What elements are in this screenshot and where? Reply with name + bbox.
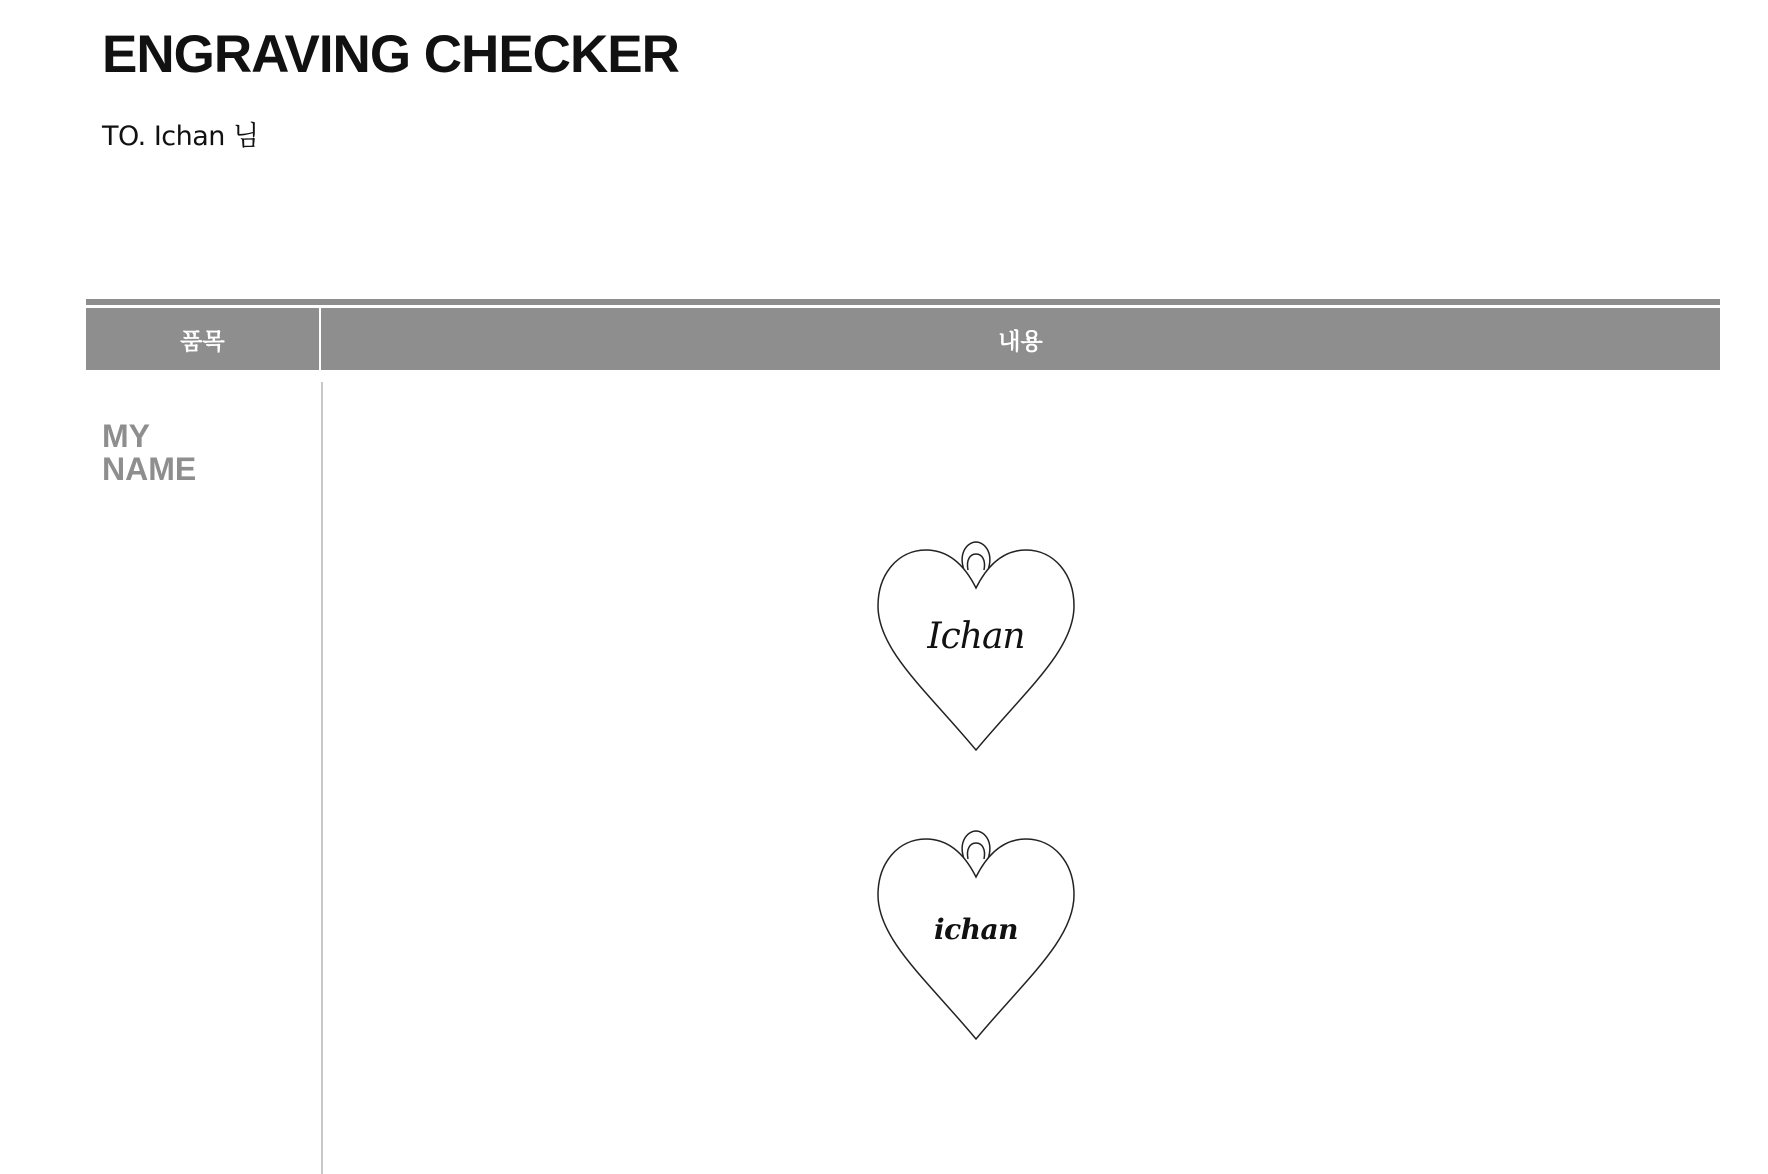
page-title: ENGRAVING CHECKER (102, 25, 679, 84)
column-header-content: 내용 (998, 328, 1043, 355)
column-header-item: 품목 (86, 308, 321, 370)
table-top-rule (86, 299, 1720, 305)
engraving-preview-1 (876, 540, 1076, 760)
engraving-text-2: ichan (933, 913, 1019, 946)
recipient-line: TO. Ichan 님 (102, 121, 259, 152)
item-label-line-2: NAME (102, 451, 197, 487)
item-label-line-1: MY (102, 418, 150, 454)
engraving-preview-2 (876, 829, 1076, 1049)
item-label-my-name (102, 420, 302, 486)
engraving-preview-area (323, 382, 1720, 1172)
engraving-text-1: Ichan (927, 616, 1025, 657)
table-header (86, 308, 1720, 370)
